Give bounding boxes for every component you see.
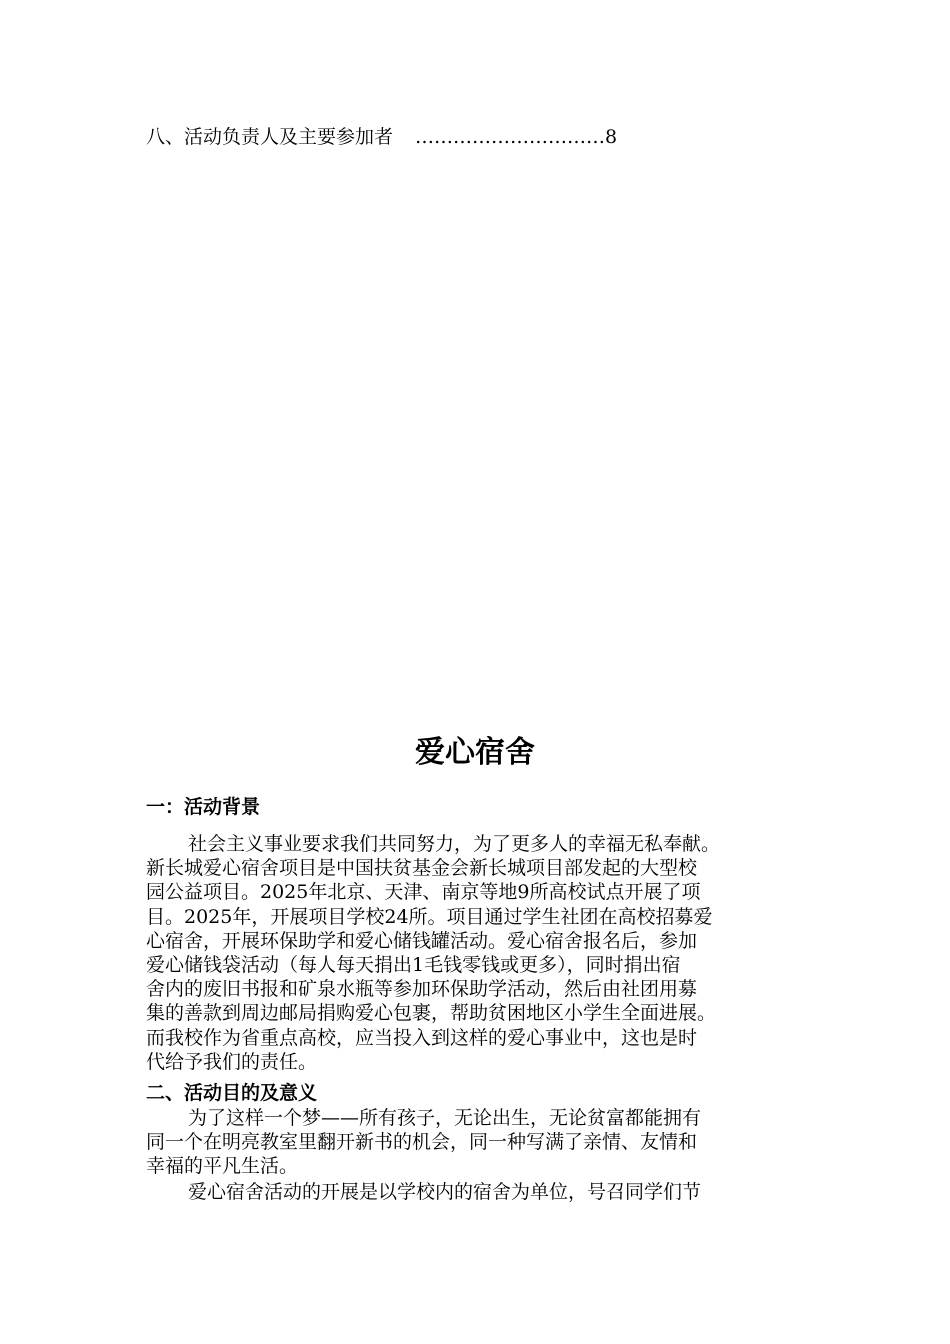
paragraph-line: 园公益项目。2025年北京、天津、南京等地9所高校试点开展了项 bbox=[146, 881, 701, 904]
paragraph-line: 社会主义事业要求我们共同努力，为了更多人的幸福无私奉献。 bbox=[188, 833, 721, 855]
paragraph-line: 代给予我们的责任。 bbox=[146, 1050, 318, 1073]
paragraph-line: 爱心储钱袋活动（每人每天捐出1毛钱零钱或更多），同时捐出宿 bbox=[146, 954, 681, 977]
paragraph-line: 新长城爱心宿舍项目是中国扶贫基金会新长城项目部发起的大型校 bbox=[146, 857, 698, 880]
paragraph-line: 心宿舍，开展环保助学和爱心储钱罐活动。爱心宿舍报名后，参加 bbox=[146, 929, 698, 952]
toc-entry-8 bbox=[146, 122, 617, 152]
section-purpose-paragraph-1 bbox=[146, 1106, 816, 1179]
section-purpose-paragraph-2 bbox=[146, 1180, 816, 1204]
toc-leader-dots: ………………………… bbox=[415, 126, 606, 148]
section-heading-purpose: 二、活动目的及意义 bbox=[146, 1082, 318, 1104]
paragraph-line: 爱心宿舍活动的开展是以学校内的宿舍为单位，号召同学们节 bbox=[188, 1181, 702, 1203]
paragraph-line: 目。2025年，开展项目学校24所。项目通过学生社团在高校招募爱 bbox=[146, 905, 713, 928]
section-heading-background: 一：活动背景 bbox=[146, 796, 261, 818]
paragraph-line: 集的善款到周边邮局捐购爱心包裹，帮助贫困地区小学生全面进展。 bbox=[146, 1002, 717, 1025]
paragraph-line: 而我校作为省重点高校，应当投入到这样的爱心事业中，这也是时 bbox=[146, 1026, 698, 1049]
paragraph-line: 舍内的废旧书报和矿泉水瓶等参加环保助学活动，然后由社团用募 bbox=[146, 978, 698, 1001]
paragraph-line: 幸福的平凡生活。 bbox=[146, 1155, 299, 1178]
toc-entry-label: 八、活动负责人及主要参加者 bbox=[146, 126, 394, 148]
section-background-paragraph bbox=[146, 832, 816, 1074]
toc-page-number: 8 bbox=[605, 126, 618, 148]
paragraph-line: 为了这样一个梦——所有孩子，无论出生，无论贫富都能拥有 bbox=[188, 1107, 702, 1129]
document-title: 爱心宿舍 bbox=[415, 735, 535, 770]
paragraph-line: 同一个在明亮教室里翻开新书的机会，同一种写满了亲情、友情和 bbox=[146, 1131, 698, 1154]
